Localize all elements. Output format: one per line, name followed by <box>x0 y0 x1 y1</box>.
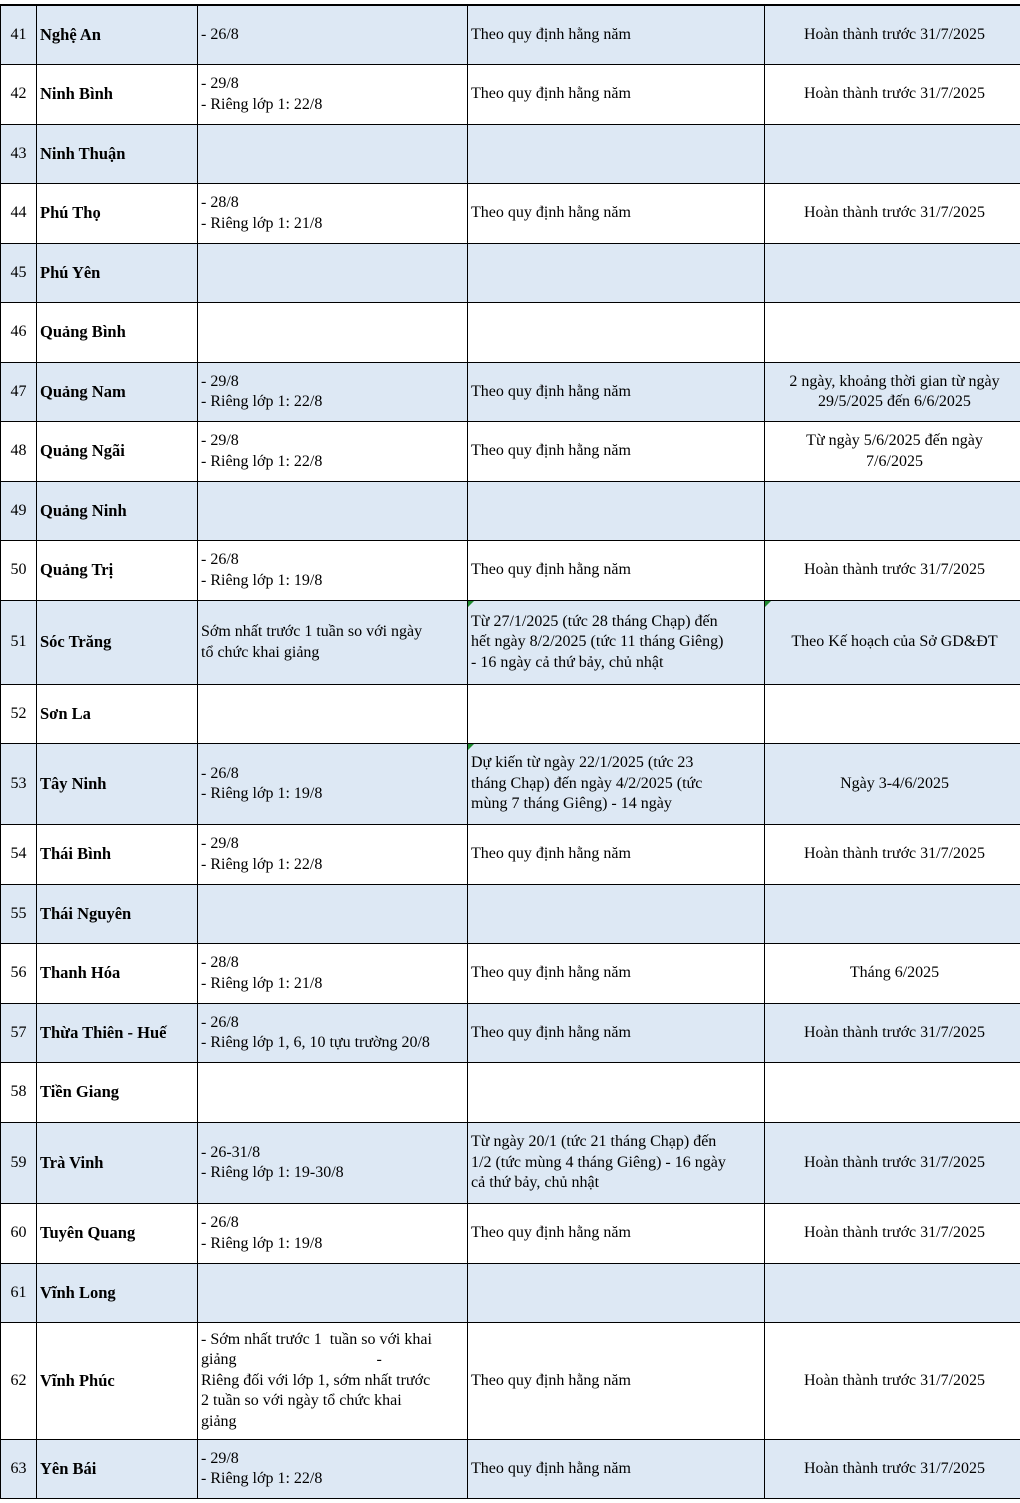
cell-text-line: - Riêng lớp 1: 21/8 <box>201 214 323 232</box>
cell-text-line: - 29/8 <box>201 835 239 852</box>
cell-text-line: Hoàn thành trước 31/7/2025 <box>803 1459 986 1477</box>
opening-date-cell <box>198 885 468 944</box>
cell-text-line: - Riêng lớp 1: 22/8 <box>201 1470 323 1487</box>
row-number: 48 <box>1 422 37 482</box>
tet-holiday-cell <box>468 303 765 363</box>
tet-holiday-cell <box>468 1204 765 1264</box>
cell-text-line: Hoàn thành trước 31/7/2025 <box>803 1224 986 1242</box>
province-name: Thái Nguyên <box>37 885 198 944</box>
cell-text-line: Từ ngày 20/1 (tức 21 tháng Chạp) đến <box>471 1133 717 1151</box>
opening-date-cell <box>198 6 468 65</box>
cell-text-line: Theo quy định hằng năm <box>471 1371 631 1389</box>
table-row <box>1 541 1020 601</box>
exam-schedule-cell <box>765 601 1020 685</box>
opening-date-cell <box>198 422 468 482</box>
row-number: 58 <box>1 1063 37 1123</box>
province-name: Phú Yên <box>37 244 198 303</box>
opening-date-cell <box>198 1204 468 1264</box>
exam-schedule-cell <box>765 1323 1020 1440</box>
exam-schedule-cell <box>765 1204 1020 1264</box>
tet-holiday-cell <box>468 1323 765 1440</box>
tet-holiday-cell <box>468 601 765 685</box>
tet-holiday-cell <box>468 885 765 944</box>
province-name: Trà Vinh <box>37 1123 198 1204</box>
opening-date-cell <box>198 65 468 125</box>
cell-text-line: Hoàn thành trước 31/7/2025 <box>803 85 986 103</box>
tet-holiday-cell <box>468 744 765 825</box>
row-number: 46 <box>1 303 37 363</box>
opening-date-cell <box>198 541 468 601</box>
tet-holiday-cell <box>468 244 765 303</box>
table-body <box>1 6 1020 1499</box>
cell-text-line: - 16 ngày cả thứ bảy, chủ nhật <box>471 653 664 671</box>
exam-schedule-cell <box>765 885 1020 944</box>
cell-text-line: tháng Chạp) đến ngày 4/2/2025 (tức <box>471 774 703 792</box>
cell-text-line: - 26/8 <box>201 1214 239 1231</box>
cell-text-line: Dự kiến từ ngày 22/1/2025 (tức 23 <box>471 754 694 772</box>
cell-text-line: - Riêng lớp 1: 19-30/8 <box>201 1164 344 1181</box>
cell-text-line: Theo quy định hằng năm <box>471 85 631 103</box>
cell-text-line: - 26/8 <box>201 764 239 782</box>
province-name: Tuyên Quang <box>37 1204 198 1264</box>
tet-holiday-cell <box>468 125 765 184</box>
opening-date-cell <box>198 482 468 541</box>
comment-indicator-icon[interactable] <box>468 744 474 750</box>
province-name: Thái Bình <box>37 825 198 885</box>
school-calendar-table <box>0 5 1020 1499</box>
tet-holiday-cell <box>468 1123 765 1204</box>
cell-text-line: Theo quy định hằng năm <box>471 1023 631 1041</box>
cell-text-line: mùng 7 tháng Giêng) - 14 ngày <box>471 795 672 813</box>
province-name: Thanh Hóa <box>37 944 198 1004</box>
row-number: 57 <box>1 1004 37 1063</box>
exam-schedule-cell <box>765 541 1020 601</box>
province-name: Quảng Nam <box>37 363 198 422</box>
cell-text-line: - 26/8 <box>201 25 239 43</box>
exam-schedule-cell <box>765 65 1020 125</box>
cell-text-line: Theo quy định hằng năm <box>471 1459 631 1477</box>
cell-text-line: 29/5/2025 đến 6/6/2025 <box>818 393 971 410</box>
row-number: 55 <box>1 885 37 944</box>
tet-holiday-cell <box>468 422 765 482</box>
cell-text-line: - 29/8 <box>201 432 239 449</box>
cell-text-line: 2 ngày, khoảng thời gian từ ngày <box>789 372 1000 390</box>
table-row <box>1 184 1020 244</box>
opening-date-cell <box>198 184 468 244</box>
opening-date-cell <box>198 1264 468 1323</box>
exam-schedule-cell <box>765 482 1020 541</box>
opening-date-cell <box>198 1063 468 1123</box>
province-name: Vĩnh Long <box>37 1264 198 1323</box>
row-number: 50 <box>1 541 37 601</box>
cell-text-line: Hoàn thành trước 31/7/2025 <box>803 561 986 579</box>
cell-text-line: - Riêng lớp 1: 19/8 <box>201 571 323 589</box>
cell-text-line: Hoàn thành trước 31/7/2025 <box>803 1023 986 1041</box>
tet-holiday-cell <box>468 184 765 244</box>
cell-text-line: giảng - <box>201 1351 382 1369</box>
cell-text-line: Theo quy định hằng năm <box>471 25 631 43</box>
opening-date-cell <box>198 1323 468 1440</box>
cell-text-line: hết ngày 8/2/2025 (tức 11 tháng Giêng) <box>471 633 724 651</box>
cell-text-line: 2 tuần so với ngày tổ chức khai <box>201 1392 402 1410</box>
table-row <box>1 303 1020 363</box>
row-number: 62 <box>1 1323 37 1440</box>
comment-indicator-icon[interactable] <box>468 601 474 607</box>
cell-text-line: Theo quy định hằng năm <box>471 561 631 579</box>
tet-holiday-cell <box>468 65 765 125</box>
province-name: Sơn La <box>37 685 198 744</box>
cell-text-line: - Riêng lớp 1: 21/8 <box>201 974 323 992</box>
row-number: 49 <box>1 482 37 541</box>
tet-holiday-cell <box>468 541 765 601</box>
exam-schedule-cell <box>765 1004 1020 1063</box>
province-name: Ninh Thuận <box>37 125 198 184</box>
province-name: Vĩnh Phúc <box>37 1323 198 1440</box>
province-name: Quảng Ninh <box>37 482 198 541</box>
exam-schedule-cell <box>765 1264 1020 1323</box>
tet-holiday-cell <box>468 825 765 885</box>
table-row <box>1 6 1020 65</box>
cell-text-line: 7/6/2025 <box>866 452 923 470</box>
cell-text-line: tổ chức khai giảng <box>201 643 320 661</box>
exam-schedule-cell <box>765 184 1020 244</box>
table-row <box>1 125 1020 184</box>
row-number: 60 <box>1 1204 37 1264</box>
table-row <box>1 244 1020 303</box>
cell-text-line: Theo quy định hằng năm <box>471 442 631 460</box>
cell-text-line: cả thứ bảy, chủ nhật <box>471 1174 600 1192</box>
province-name: Tây Ninh <box>37 744 198 825</box>
province-name: Phú Thọ <box>37 184 198 244</box>
province-name: Thừa Thiên - Huế <box>37 1004 198 1063</box>
exam-schedule-cell <box>765 944 1020 1004</box>
row-number: 42 <box>1 65 37 125</box>
opening-date-cell <box>198 1123 468 1204</box>
table-row <box>1 1440 1020 1499</box>
cell-text-line: - 26-31/8 <box>201 1143 261 1161</box>
opening-date-cell <box>198 685 468 744</box>
cell-text-line: Theo quy định hằng năm <box>471 382 631 400</box>
table-row <box>1 744 1020 825</box>
exam-schedule-cell <box>765 1440 1020 1499</box>
province-name: Quảng Trị <box>37 541 198 601</box>
table-row <box>1 1063 1020 1123</box>
row-number: 59 <box>1 1123 37 1204</box>
cell-text-line: Hoàn thành trước 31/7/2025 <box>803 25 986 43</box>
cell-text-line: Hoàn thành trước 31/7/2025 <box>803 1371 986 1389</box>
table-row <box>1 65 1020 125</box>
cell-text-line: Theo quy định hằng năm <box>471 204 631 222</box>
province-name: Ninh Bình <box>37 65 198 125</box>
exam-schedule-cell <box>765 125 1020 184</box>
province-name: Tiền Giang <box>37 1063 198 1123</box>
cell-text-line: - Riêng lớp 1: 22/8 <box>201 393 323 410</box>
row-number: 52 <box>1 685 37 744</box>
opening-date-cell <box>198 601 468 685</box>
table-row <box>1 1264 1020 1323</box>
exam-schedule-cell <box>765 244 1020 303</box>
exam-schedule-cell <box>765 303 1020 363</box>
table-row <box>1 885 1020 944</box>
cell-text-line: - 26/8 <box>201 1013 239 1031</box>
province-name: Quảng Bình <box>37 303 198 363</box>
tet-holiday-cell <box>468 1264 765 1323</box>
cell-text-line: Theo quy định hằng năm <box>471 964 631 982</box>
row-number: 45 <box>1 244 37 303</box>
province-name: Nghệ An <box>37 6 198 65</box>
row-number: 63 <box>1 1440 37 1499</box>
opening-date-cell <box>198 944 468 1004</box>
cell-text-line: Tháng 6/2025 <box>849 964 940 982</box>
cell-text-line: Theo quy định hằng năm <box>471 1224 631 1242</box>
tet-holiday-cell <box>468 1440 765 1499</box>
cell-text-line: Theo quy định hằng năm <box>471 845 631 863</box>
cell-text-line: Từ ngày 5/6/2025 đến ngày <box>806 432 983 449</box>
tet-holiday-cell <box>468 685 765 744</box>
row-number: 41 <box>1 6 37 65</box>
row-number: 61 <box>1 1264 37 1323</box>
cell-text-line: Riêng đối với lớp 1, sớm nhất trước <box>201 1371 431 1389</box>
tet-holiday-cell <box>468 944 765 1004</box>
table-row <box>1 363 1020 422</box>
cell-text-line: - 28/8 <box>201 954 239 971</box>
cell-text-line: Ngày 3-4/6/2025 <box>840 774 949 792</box>
exam-schedule-cell <box>765 1123 1020 1204</box>
tet-holiday-cell <box>468 1063 765 1123</box>
cell-text-line: - Sớm nhất trước 1 tuần so với khai <box>201 1330 432 1348</box>
exam-schedule-cell <box>765 744 1020 825</box>
opening-date-cell <box>198 1004 468 1063</box>
row-number: 53 <box>1 744 37 825</box>
cell-text-line: Theo Kế hoạch của Sở GD&ĐT <box>791 633 998 651</box>
cell-text-line: 1/2 (tức mùng 4 tháng Giêng) - 16 ngày <box>471 1153 726 1171</box>
cell-text-line: Hoàn thành trước 31/7/2025 <box>803 1153 986 1171</box>
row-number: 56 <box>1 944 37 1004</box>
table-row <box>1 1204 1020 1264</box>
exam-schedule-cell <box>765 825 1020 885</box>
opening-date-cell <box>198 825 468 885</box>
cell-text-line: Sớm nhất trước 1 tuần so với ngày <box>201 623 423 640</box>
province-name: Sóc Trăng <box>37 601 198 685</box>
opening-date-cell <box>198 363 468 422</box>
cell-text-line: - 29/8 <box>201 1449 239 1467</box>
comment-indicator-icon[interactable] <box>765 601 771 607</box>
province-name: Yên Bái <box>37 1440 198 1499</box>
table-row <box>1 685 1020 744</box>
cell-text-line: Hoàn thành trước 31/7/2025 <box>803 204 986 222</box>
cell-text-line: - Riêng lớp 1: 19/8 <box>201 785 323 802</box>
cell-text-line: - 29/8 <box>201 75 239 92</box>
cell-text-line: - Riêng lớp 1, 6, 10 tựu trường 20/8 <box>201 1034 430 1051</box>
exam-schedule-cell <box>765 422 1020 482</box>
row-number: 51 <box>1 601 37 685</box>
tet-holiday-cell <box>468 1004 765 1063</box>
table-row <box>1 422 1020 482</box>
table-row <box>1 944 1020 1004</box>
exam-schedule-cell <box>765 6 1020 65</box>
row-number: 47 <box>1 363 37 422</box>
table-row <box>1 1123 1020 1204</box>
cell-text-line: giảng <box>201 1412 237 1430</box>
cell-text-line: - Riêng lớp 1: 22/8 <box>201 452 323 470</box>
exam-schedule-cell <box>765 685 1020 744</box>
tet-holiday-cell <box>468 482 765 541</box>
opening-date-cell <box>198 744 468 825</box>
exam-schedule-cell <box>765 363 1020 422</box>
cell-text-line: - Riêng lớp 1: 22/8 <box>201 95 323 113</box>
province-name: Quảng Ngãi <box>37 422 198 482</box>
opening-date-cell <box>198 125 468 184</box>
cell-text-line: - 29/8 <box>201 372 239 390</box>
row-number: 54 <box>1 825 37 885</box>
cell-text-line: Từ 27/1/2025 (tức 28 tháng Chạp) đến <box>471 612 718 630</box>
table-row <box>1 601 1020 685</box>
cell-text-line: - Riêng lớp 1: 19/8 <box>201 1234 323 1252</box>
cell-text-line: - Riêng lớp 1: 22/8 <box>201 855 323 873</box>
cell-text-line: - 28/8 <box>201 194 239 211</box>
opening-date-cell <box>198 303 468 363</box>
row-number: 43 <box>1 125 37 184</box>
table-row <box>1 1004 1020 1063</box>
cell-text-line: Hoàn thành trước 31/7/2025 <box>803 845 986 863</box>
table-row <box>1 482 1020 541</box>
table-row <box>1 825 1020 885</box>
opening-date-cell <box>198 1440 468 1499</box>
tet-holiday-cell <box>468 6 765 65</box>
exam-schedule-cell <box>765 1063 1020 1123</box>
opening-date-cell <box>198 244 468 303</box>
cell-text-line: - 26/8 <box>201 551 239 568</box>
tet-holiday-cell <box>468 363 765 422</box>
table-row <box>1 1323 1020 1440</box>
row-number: 44 <box>1 184 37 244</box>
